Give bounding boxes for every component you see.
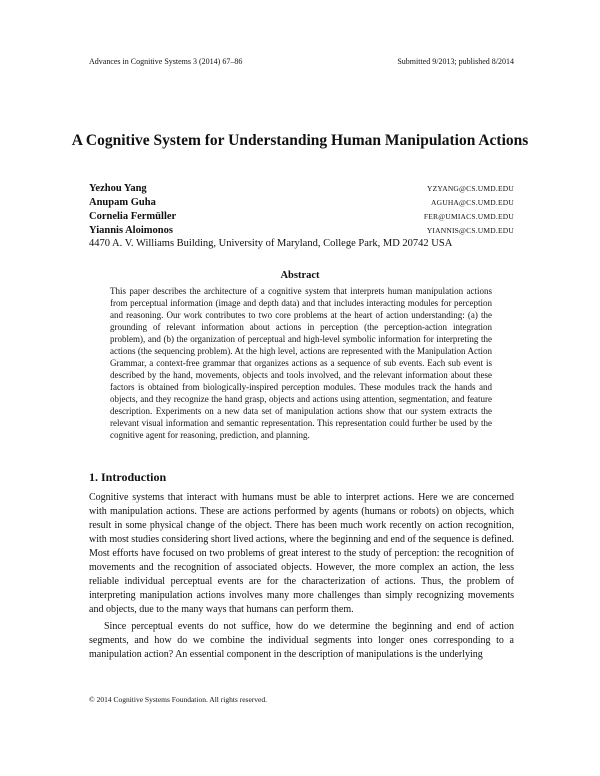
paper-title: A Cognitive System for Understanding Human Manipulation Actions <box>71 132 529 149</box>
section-body <box>89 491 514 662</box>
author-email: YIANNIS@CS.UMD.EDU <box>426 226 514 235</box>
paragraph: Cognitive systems that interact with humans must be able to interpret actions. Here we are concerned with manipulation actions. These are actions performed by agents (humans or robots) on objects, which result in some physical change of the object. There has been much work recently on action recognition, with most studies considering short lived actions, where the beginning and end of the sequence is defined. Most efforts have focused on two problems of great interest to the study of perception: the recognition of movements and the recognition of associated objects. However, the more complex an action, the less reliable individual perceptual events are for the characterization of actions. Thus, the problem of interpreting manipulation actions involves many more challenges than simply recognizing movements and objects, due to the many ways that humans can perform them. <box>89 492 514 615</box>
author-row <box>89 197 514 211</box>
author-email: AGUHA@CS.UMD.EDU <box>430 198 514 207</box>
author-email: FER@UMIACS.UMD.EDU <box>423 212 514 221</box>
journal-header: Advances in Cognitive Systems 3 (2014) 67–86 <box>89 57 243 66</box>
author-row <box>89 183 514 197</box>
author-row <box>89 225 514 239</box>
section-heading: 1. Introduction <box>89 470 167 484</box>
abstract-text: This paper describes the architecture of a cognitive system that interprets human manipulation actions from perceptual information (image and depth data) and that includes interacting modules for perception and reasoning. Our work contributes to two core problems at the heart of action understanding: (a) the grounding of relevant information about actions in perception (the perception-action integration problem), and (b) the organization of perceptual and high-level symbolic information for interpreting the actions (the sequencing problem). At the high level, actions are represented with the Manipulation Action Grammar, a context-free grammar that organizes actions as a sequence of sub events. Each sub event is described by the hand, movements, objects and tools involved, and the relevant information about these factors is obtained from biologically-inspired perception modules. These modules track the hands and objects, and they recognize the hand grasp, objects and actions using attention, segmentation, and feature description. Experiments on a new data set of manipulation actions show that our system extracts the relevant visual information and semantic representation. This representation could further be used by the cognitive agent for reasoning, prediction, and planning. <box>110 286 492 440</box>
copyright-footer: © 2014 Cognitive Systems Foundation. All rights reserved. <box>89 695 267 704</box>
submission-dates: Submitted 9/2013; published 8/2014 <box>397 57 514 66</box>
author-name: Cornelia Fermüller <box>89 211 177 222</box>
paragraph: Since perceptual events do not suffice, how do we determine the beginning and end of action segments, and how do we combine the individual segments into longer ones corresponding to a manipulation action? An essential component in the description of manipulations is the underlying <box>89 621 514 660</box>
author-email: YZYANG@CS.UMD.EDU <box>427 184 514 193</box>
author-name: Anupam Guha <box>89 197 156 208</box>
affiliation: 4470 A. V. Williams Building, University of Maryland, College Park, MD 20742 USA <box>89 238 453 249</box>
author-name: Yiannis Aloimonos <box>89 225 173 236</box>
author-name: Yezhou Yang <box>89 183 147 194</box>
author-row <box>89 211 514 225</box>
abstract-heading: Abstract <box>280 270 320 281</box>
author-list <box>89 183 514 239</box>
